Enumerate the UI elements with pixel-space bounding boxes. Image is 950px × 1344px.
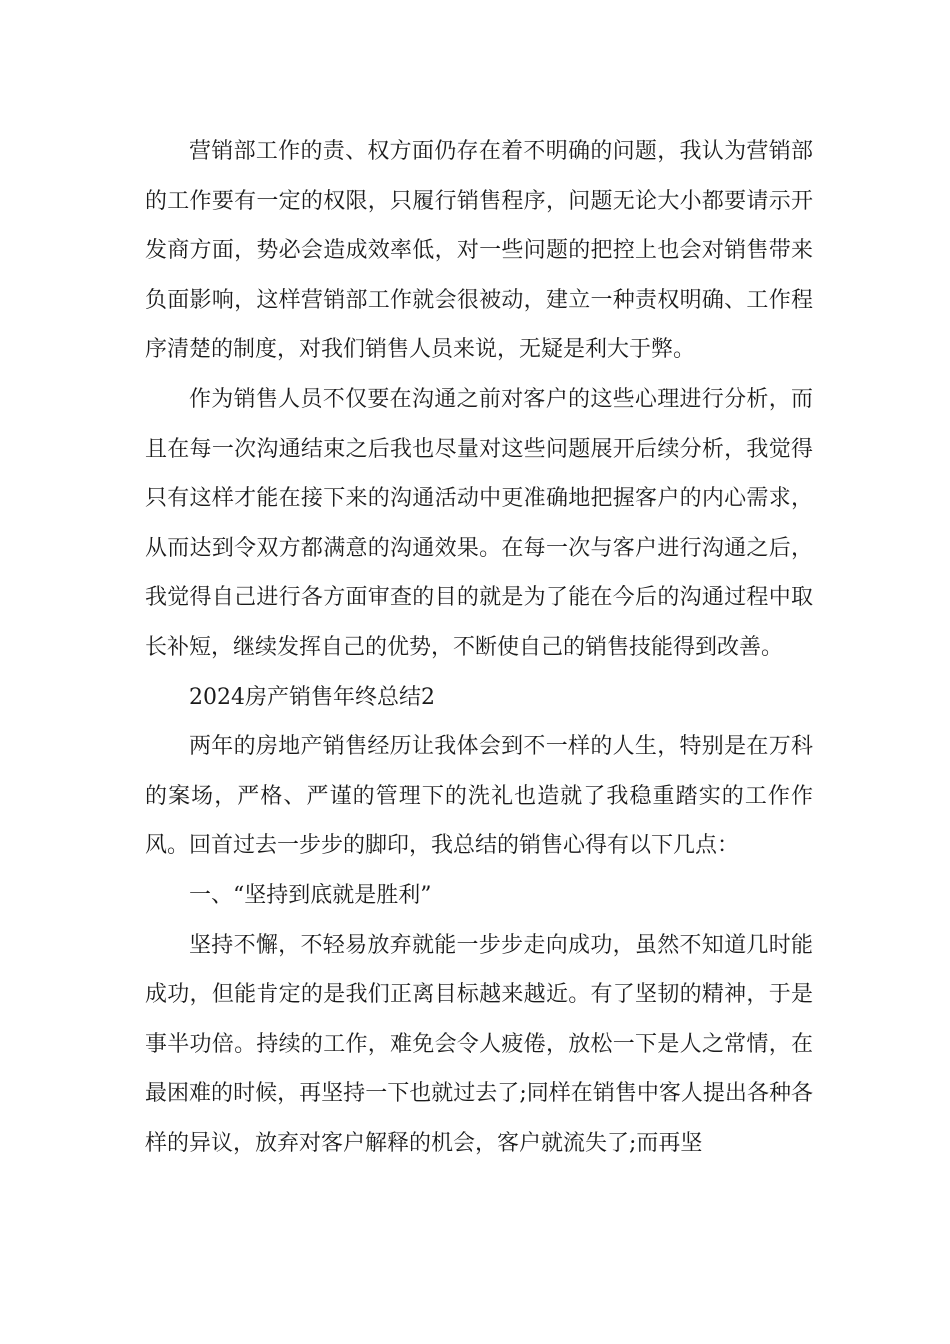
section-title: 2024房产销售年终总结2 <box>189 684 435 710</box>
paragraph-experience: 两年的房地产销售经历让我体会到不一样的人生，特别是在万科的案场，严格、严谨的管理下的洗礼也造就了我稳重踏实的工作作风。回首过去一步步的脚印，我总结的销售心得有以下几点： <box>145 734 813 859</box>
document-body <box>145 127 813 1168</box>
paragraph-persistence: 坚持不懈，不轻易放弃就能一步步走向成功，虽然不知道几时能成功，但能肯定的是我们正离目标越来越近。有了坚韧的精神，于是事半功倍。持续的工作，难免会令人疲倦，放松一下是人之常情，在最困难的时候，再坚持一下也就过去了;同样在销售中客人提出各种各样的异议，放弃对客户解释的机会，客户就流失了;而再坚 <box>145 932 813 1156</box>
paragraph-responsibility: 营销部工作的责、权方面仍存在着不明确的问题，我认为营销部的工作要有一定的权限，只履行销售程序，问题无论大小都要请示开发商方面，势必会造成效率低，对一些问题的把控上也会对销售带来负面影响，这样营销部工作就会很被动，建立一种责权明确、工作程序清楚的制度，对我们销售人员来说，无疑是利大于弊。 <box>145 139 813 363</box>
paragraph-communication-analysis: 作为销售人员不仅要在沟通之前对客户的这些心理进行分析，而且在每一次沟通结束之后我也尽量对这些问题展开后续分析，我觉得只有这样才能在接下来的沟通活动中更准确地把握客户的内心需求，从而达到令双方都满意的沟通效果。在每一次与客户进行沟通之后，我觉得自己进行各方面审查的目的就是为了能在今后的沟通过程中取长补短，继续发挥自己的优势，不断使自己的销售技能得到改善。 <box>145 386 813 660</box>
point-heading-persistence: 一、“坚持到底就是胜利” <box>189 882 432 908</box>
